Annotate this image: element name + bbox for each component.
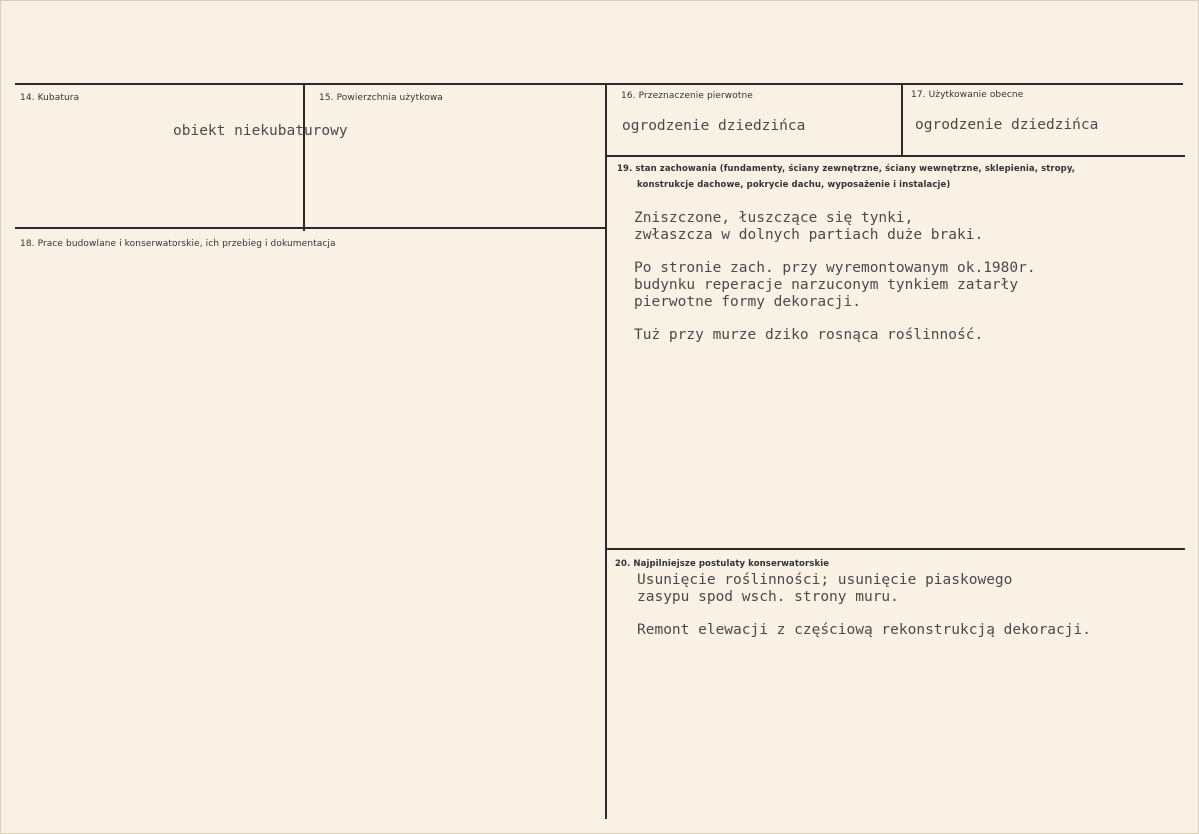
text-line: budynku reperacje narzuconym tynkiem zatarły [634, 277, 1019, 293]
rule-below-16-17 [607, 155, 1185, 157]
field-14-value: obiekt niekubaturowy [173, 123, 348, 139]
text-line: zasypu spod wsch. strony muru. [637, 589, 899, 605]
field-20-paragraph-1 [637, 572, 1091, 606]
text-line: Tuż przy murze dziko rosnąca roślinność. [634, 327, 984, 343]
field-19-text [634, 210, 1036, 344]
field-19-label-line2: konstrukcje dachowe, pokrycie dachu, wyposażenie i instalacje) [637, 180, 951, 190]
field-19-paragraph-1 [634, 210, 1036, 244]
divider-16-17 [901, 85, 903, 155]
top-rule [15, 83, 1183, 85]
field-19-paragraph-2 [634, 260, 1036, 311]
field-20-text [637, 572, 1091, 639]
field-14-label: 14. Kubatura [20, 93, 80, 103]
text-line: Zniszczone, łuszczące się tynki, [634, 210, 914, 226]
field-18-label: 18. Prace budowlane i konserwatorskie, ich przebieg i dokumentacja [20, 239, 336, 249]
field-20-label: 20. Najpilniejsze postulaty konserwatorskie [615, 559, 830, 569]
text-line: Usunięcie roślinności; usunięcie piaskowego [637, 572, 1013, 588]
field-20-paragraph-2 [637, 622, 1091, 639]
divider-14-15 [303, 85, 305, 231]
text-line: Po stronie zach. przy wyremontowanym ok.1980r. [634, 260, 1036, 276]
text-line: Remont elewacji z częściową rekonstrukcją dekoracji. [637, 622, 1091, 638]
field-15-label: 15. Powierzchnia użytkowa [319, 93, 443, 103]
field-16-label: 16. Przeznaczenie pierwotne [621, 91, 753, 101]
rule-above-20 [607, 548, 1185, 550]
rule-below-14-15 [15, 227, 605, 229]
field-17-label: 17. Użytkowanie obecne [911, 90, 1024, 100]
main-vertical-divider [605, 85, 607, 819]
field-17-value: ogrodzenie dziedzińca [915, 117, 1099, 133]
text-line: zwłaszcza w dolnych partiach duże braki. [634, 227, 984, 243]
field-19-label-line1: 19. stan zachowania (fundamenty, ściany zewnętrzne, ściany wewnętrzne, sklepienia, stropy, [617, 164, 1076, 174]
field-19-paragraph-3 [634, 327, 1036, 344]
field-16-value: ogrodzenie dziedzińca [622, 118, 806, 134]
text-line: pierwotne formy dekoracji. [634, 294, 861, 310]
